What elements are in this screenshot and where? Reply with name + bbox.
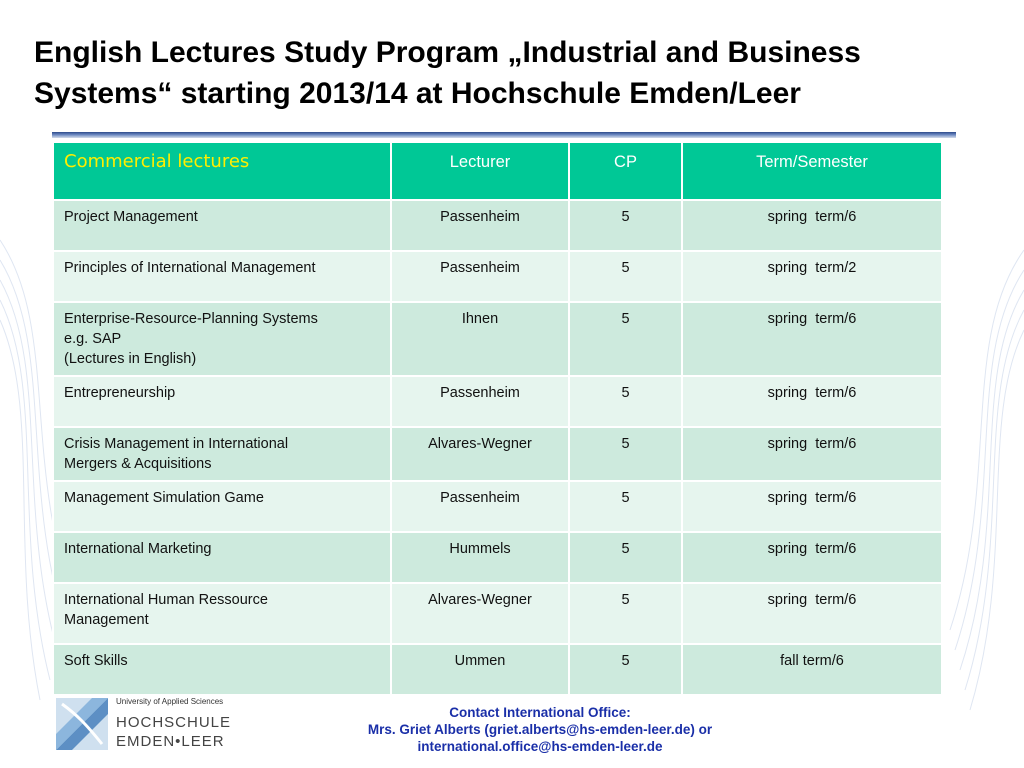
- course-name-cell: [53, 644, 391, 695]
- lecturer-cell: Alvares-Wegner: [391, 427, 569, 481]
- table-row: [53, 376, 942, 427]
- lecturer-cell: Passenheim: [391, 376, 569, 427]
- cp-cell: 5: [569, 376, 682, 427]
- cp-cell: 5: [569, 532, 682, 583]
- term-cell: spring term/2: [682, 251, 942, 302]
- course-name-line: Management Simulation Game: [64, 490, 264, 506]
- term-cell: spring term/6: [682, 302, 942, 376]
- course-name-line: Enterprise-Resource-Planning Systems: [64, 311, 318, 327]
- course-name-line: e.g. SAP: [64, 331, 122, 347]
- course-name-line: (Lectures in English): [64, 351, 197, 367]
- header-lecturer: Lecturer: [391, 142, 569, 200]
- course-name-line: Project Management: [64, 209, 198, 225]
- lecturer-cell: Passenheim: [391, 251, 569, 302]
- term-cell: spring term/6: [682, 427, 942, 481]
- term-cell: spring term/6: [682, 532, 942, 583]
- lecturer-cell: Ihnen: [391, 302, 569, 376]
- table-row: [53, 644, 942, 695]
- course-name-cell: [53, 481, 391, 532]
- course-name-line: Principles of International Management: [64, 260, 316, 276]
- cp-cell: 5: [569, 427, 682, 481]
- course-name-cell: [53, 583, 391, 644]
- course-name-line: Mergers & Acquisitions: [64, 456, 212, 472]
- term-cell: spring term/6: [682, 200, 942, 251]
- logo-university-text: University of Applied Sciences: [116, 697, 224, 706]
- page-title: English Lectures Study Program „Industrial and Business Systems“ starting 2013/14 at Hochschule Emden/Leer: [34, 36, 861, 110]
- course-name-cell: [53, 427, 391, 481]
- term-cell: fall term/6: [682, 644, 942, 695]
- table-row: [53, 532, 942, 583]
- contact-info: [330, 704, 750, 755]
- title-divider: [52, 132, 956, 138]
- contact-person: Mrs. Griet Alberts (griet.alberts@hs-emden-leer.de) or: [367, 722, 713, 737]
- table-row: [53, 427, 942, 481]
- term-cell: spring term/6: [682, 481, 942, 532]
- course-name-cell: [53, 302, 391, 376]
- header-cp: CP: [569, 142, 682, 200]
- lecturer-cell: Ummen: [391, 644, 569, 695]
- logo-hochschule-text: HOCHSCHULE: [116, 714, 232, 731]
- lecturer-cell: Passenheim: [391, 200, 569, 251]
- term-cell: spring term/6: [682, 583, 942, 644]
- lecturer-cell: Hummels: [391, 532, 569, 583]
- lecturer-cell: Passenheim: [391, 481, 569, 532]
- course-name-line: Management: [64, 612, 149, 628]
- course-name-line: Soft Skills: [64, 653, 128, 669]
- course-name-line: International Human Ressource: [64, 592, 268, 608]
- table-row: [53, 251, 942, 302]
- table-row: [53, 583, 942, 644]
- course-name-line: International Marketing: [64, 541, 212, 557]
- course-name-cell: [53, 376, 391, 427]
- logo-emden-leer-text: EMDEN•LEER: [116, 733, 225, 750]
- header-commercial-lectures: Commercial lectures: [53, 142, 391, 200]
- lecturer-cell: Alvares-Wegner: [391, 583, 569, 644]
- cp-cell: 5: [569, 251, 682, 302]
- table-row: [53, 481, 942, 532]
- cp-cell: 5: [569, 583, 682, 644]
- contact-heading: Contact International Office:: [449, 705, 631, 720]
- course-name-cell: [53, 532, 391, 583]
- cp-cell: 5: [569, 302, 682, 376]
- table-row: [53, 302, 942, 376]
- cp-cell: 5: [569, 481, 682, 532]
- table-header-row: [53, 142, 942, 200]
- contact-email: international.office@hs-emden-leer.de: [417, 739, 663, 754]
- cp-cell: 5: [569, 644, 682, 695]
- header-term-semester: Term/Semester: [682, 142, 942, 200]
- course-name-cell: [53, 251, 391, 302]
- cp-cell: 5: [569, 200, 682, 251]
- course-table: [52, 141, 943, 696]
- course-name-line: Entrepreneurship: [64, 385, 176, 401]
- course-name-cell: [53, 200, 391, 251]
- term-cell: spring term/6: [682, 376, 942, 427]
- course-name-line: Crisis Management in International: [64, 436, 289, 452]
- table-row: [53, 200, 942, 251]
- table-body: [53, 200, 942, 695]
